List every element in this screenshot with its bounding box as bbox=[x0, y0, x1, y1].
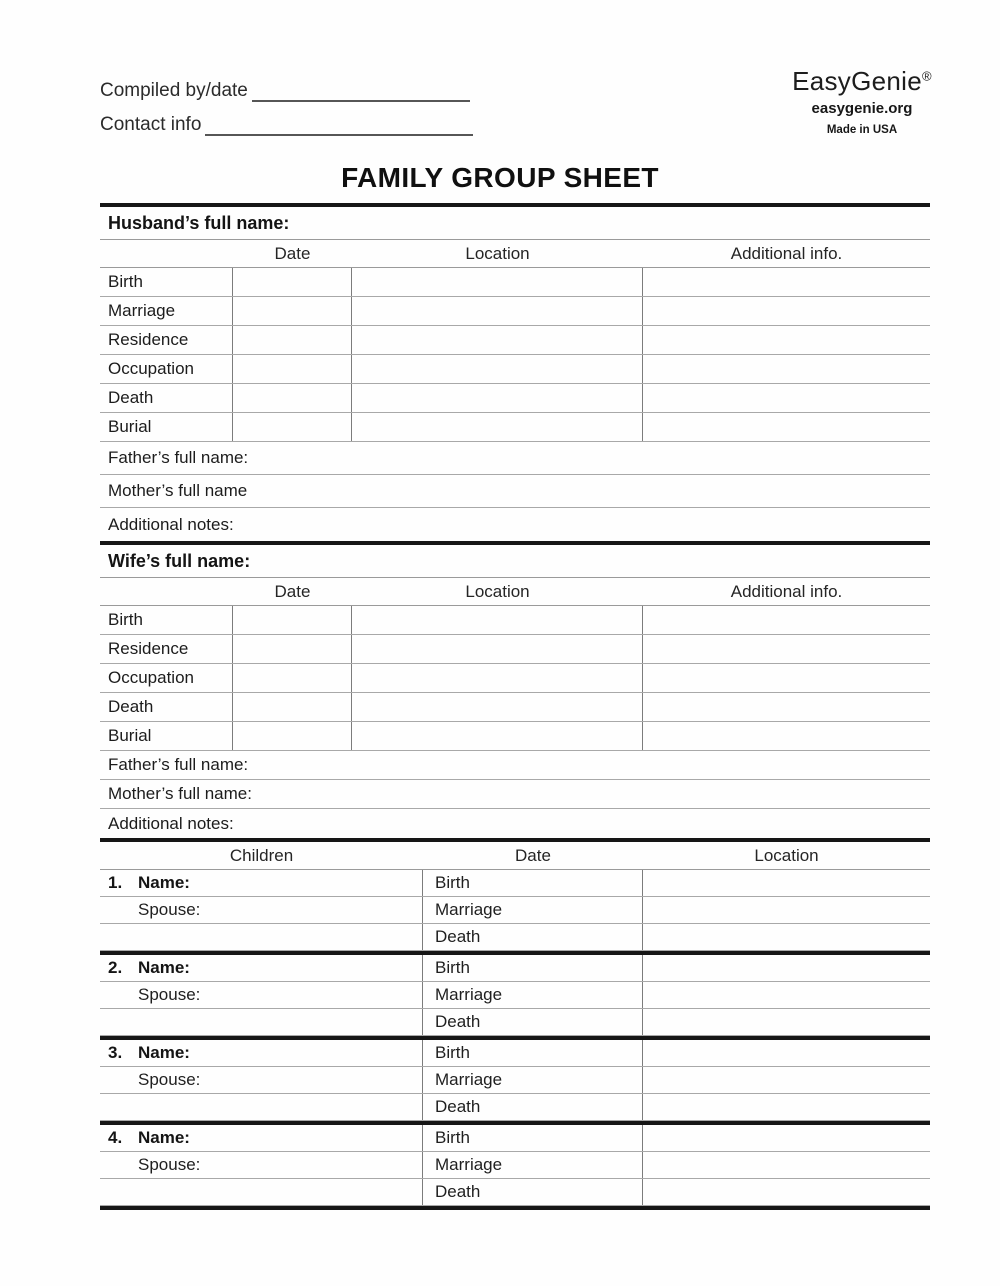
location-column-header: Location bbox=[754, 845, 819, 865]
husband-death-row bbox=[100, 384, 930, 413]
additional-info-cell bbox=[643, 722, 930, 750]
children-column-header: Children bbox=[229, 845, 294, 865]
child-1-name-row bbox=[100, 870, 930, 897]
location-cell bbox=[352, 722, 643, 750]
location-cell bbox=[352, 355, 643, 383]
row-label: Death bbox=[100, 693, 233, 721]
empty-cell bbox=[100, 1179, 423, 1205]
birth-label-cell: Birth bbox=[423, 955, 643, 981]
location-column-header: Location bbox=[465, 243, 530, 263]
date-column-header: Date bbox=[274, 243, 311, 263]
child-2-name-row bbox=[100, 955, 930, 982]
row-label: Residence bbox=[100, 326, 233, 354]
child-3-name-row bbox=[100, 1040, 930, 1067]
location-cell bbox=[352, 413, 643, 441]
page-title: FAMILY GROUP SHEET bbox=[341, 162, 659, 193]
child-name-cell bbox=[100, 870, 423, 896]
child-name-label: Name: bbox=[138, 1043, 190, 1062]
location-cell bbox=[643, 1152, 930, 1178]
compiled-by-label: Compiled by/date bbox=[100, 80, 248, 101]
child-4-death-row bbox=[100, 1179, 930, 1206]
child-spouse-label: Spouse: bbox=[138, 1155, 201, 1174]
wife-birth-row bbox=[100, 606, 930, 635]
location-cell bbox=[643, 982, 930, 1008]
date-cell bbox=[233, 326, 352, 354]
row-label: Birth bbox=[100, 606, 233, 634]
wife-father-row bbox=[100, 751, 930, 780]
date-cell bbox=[233, 355, 352, 383]
brand-name bbox=[762, 66, 962, 97]
death-label-cell: Death bbox=[423, 1179, 643, 1205]
husband-column-header-row bbox=[100, 240, 930, 268]
additional-info-cell bbox=[643, 326, 930, 354]
row-label: Occupation bbox=[100, 664, 233, 692]
child-spouse-cell bbox=[100, 897, 423, 923]
additional-info-cell bbox=[643, 635, 930, 663]
mother-full-name-label: Mother’s full name: bbox=[108, 784, 252, 803]
child-name-cell bbox=[100, 1040, 423, 1066]
location-cell bbox=[643, 897, 930, 923]
child-4-spouse-row bbox=[100, 1152, 930, 1179]
child-spouse-cell bbox=[100, 1152, 423, 1178]
husband-occupation-row bbox=[100, 355, 930, 384]
location-cell bbox=[643, 924, 930, 950]
child-number: 1. bbox=[108, 873, 123, 892]
wife-burial-row bbox=[100, 722, 930, 751]
date-cell bbox=[233, 664, 352, 692]
date-cell bbox=[233, 268, 352, 296]
additional-info-column-header: Additional info. bbox=[730, 243, 843, 263]
row-label: Occupation bbox=[100, 355, 233, 383]
child-spouse-cell bbox=[100, 982, 423, 1008]
location-cell bbox=[643, 1179, 930, 1205]
additional-info-column-header: Additional info. bbox=[730, 581, 843, 601]
child-spouse-cell bbox=[100, 1067, 423, 1093]
child-number: 3. bbox=[108, 1043, 123, 1062]
date-column-header: Date bbox=[274, 581, 311, 601]
location-cell bbox=[352, 606, 643, 634]
marriage-label-cell: Marriage bbox=[423, 982, 643, 1008]
row-label: Death bbox=[100, 384, 233, 412]
location-cell bbox=[352, 384, 643, 412]
registered-trademark-mark: ® bbox=[922, 68, 932, 84]
birth-label-cell: Birth bbox=[423, 1040, 643, 1066]
brand-made-in-usa: Made in USA bbox=[826, 124, 898, 136]
husband-residence-row bbox=[100, 326, 930, 355]
location-cell bbox=[352, 326, 643, 354]
mother-full-name-label: Mother’s full name bbox=[108, 481, 248, 500]
date-cell bbox=[233, 413, 352, 441]
table-bottom-rule bbox=[100, 1206, 930, 1210]
father-full-name-label: Father’s full name: bbox=[108, 448, 249, 467]
row-label: Birth bbox=[100, 268, 233, 296]
child-3-spouse-row bbox=[100, 1067, 930, 1094]
death-label-cell: Death bbox=[423, 1094, 643, 1120]
date-cell bbox=[233, 693, 352, 721]
compiled-by-blank-line bbox=[252, 76, 470, 102]
additional-info-cell bbox=[643, 268, 930, 296]
child-number: 2. bbox=[108, 958, 123, 977]
death-label-cell: Death bbox=[423, 1009, 643, 1035]
birth-label-cell: Birth bbox=[423, 1125, 643, 1151]
husband-notes-row bbox=[100, 508, 930, 541]
location-cell bbox=[643, 1009, 930, 1035]
date-cell bbox=[233, 384, 352, 412]
child-spouse-label: Spouse: bbox=[138, 900, 201, 919]
row-label: Residence bbox=[100, 635, 233, 663]
row-label: Burial bbox=[100, 413, 233, 441]
wife-full-name-label: Wife’s full name: bbox=[108, 550, 251, 571]
children-column-header-row bbox=[100, 842, 930, 870]
brand-name-text: EasyGenie bbox=[792, 66, 922, 96]
husband-full-name-row bbox=[100, 207, 930, 240]
husband-father-row bbox=[100, 442, 930, 475]
contact-info-label: Contact info bbox=[100, 114, 202, 135]
child-1-spouse-row bbox=[100, 897, 930, 924]
additional-notes-label: Additional notes: bbox=[108, 813, 234, 833]
location-cell bbox=[643, 1094, 930, 1120]
date-cell bbox=[233, 606, 352, 634]
location-cell bbox=[643, 1040, 930, 1066]
additional-info-cell bbox=[643, 664, 930, 692]
child-spouse-label: Spouse: bbox=[138, 985, 201, 1004]
additional-info-cell bbox=[643, 355, 930, 383]
date-cell bbox=[233, 635, 352, 663]
marriage-label-cell: Marriage bbox=[423, 1067, 643, 1093]
wife-occupation-row bbox=[100, 664, 930, 693]
empty-cell bbox=[100, 1009, 423, 1035]
additional-info-cell bbox=[643, 413, 930, 441]
additional-notes-label: Additional notes: bbox=[108, 514, 234, 534]
empty-cell bbox=[100, 924, 423, 950]
brand-block bbox=[762, 66, 962, 136]
birth-label-cell: Birth bbox=[423, 870, 643, 896]
location-cell bbox=[352, 297, 643, 325]
marriage-label-cell: Marriage bbox=[423, 897, 643, 923]
child-name-label: Name: bbox=[138, 1128, 190, 1147]
location-cell bbox=[352, 693, 643, 721]
row-label: Marriage bbox=[100, 297, 233, 325]
marriage-label-cell: Marriage bbox=[423, 1152, 643, 1178]
compiled-by-row bbox=[100, 68, 473, 102]
empty-header-cell bbox=[100, 578, 233, 605]
empty-cell bbox=[100, 1094, 423, 1120]
location-cell bbox=[643, 870, 930, 896]
additional-info-cell bbox=[643, 384, 930, 412]
form-body bbox=[100, 203, 930, 1210]
location-cell bbox=[352, 664, 643, 692]
additional-info-cell bbox=[643, 693, 930, 721]
additional-info-cell bbox=[643, 297, 930, 325]
child-4-name-row bbox=[100, 1125, 930, 1152]
contact-info-row bbox=[100, 102, 473, 136]
child-name-label: Name: bbox=[138, 873, 190, 892]
compiled-block bbox=[100, 68, 473, 136]
date-column-header: Date bbox=[515, 845, 551, 865]
child-3-death-row bbox=[100, 1094, 930, 1121]
husband-full-name-label: Husband’s full name: bbox=[108, 212, 290, 233]
wife-full-name-row bbox=[100, 545, 930, 578]
child-number: 4. bbox=[108, 1128, 123, 1147]
location-cell bbox=[352, 635, 643, 663]
date-cell bbox=[233, 722, 352, 750]
child-2-spouse-row bbox=[100, 982, 930, 1009]
child-1-death-row bbox=[100, 924, 930, 951]
location-cell bbox=[643, 1067, 930, 1093]
additional-info-cell bbox=[643, 606, 930, 634]
child-name-cell bbox=[100, 955, 423, 981]
wife-column-header-row bbox=[100, 578, 930, 606]
empty-header-cell bbox=[100, 240, 233, 267]
wife-mother-row bbox=[100, 780, 930, 809]
husband-marriage-row bbox=[100, 297, 930, 326]
date-cell bbox=[233, 297, 352, 325]
father-full-name-label: Father’s full name: bbox=[108, 755, 249, 774]
location-column-header: Location bbox=[465, 581, 530, 601]
location-cell bbox=[643, 955, 930, 981]
wife-notes-row bbox=[100, 809, 930, 838]
row-label: Burial bbox=[100, 722, 233, 750]
child-name-label: Name: bbox=[138, 958, 190, 977]
child-2-death-row bbox=[100, 1009, 930, 1036]
husband-mother-row bbox=[100, 475, 930, 508]
child-name-cell bbox=[100, 1125, 423, 1151]
husband-burial-row bbox=[100, 413, 930, 442]
contact-info-blank-line bbox=[205, 110, 473, 136]
husband-birth-row bbox=[100, 268, 930, 297]
wife-residence-row bbox=[100, 635, 930, 664]
death-label-cell: Death bbox=[423, 924, 643, 950]
location-cell bbox=[643, 1125, 930, 1151]
child-spouse-label: Spouse: bbox=[138, 1070, 201, 1089]
brand-website: easygenie.org bbox=[811, 100, 913, 117]
wife-death-row bbox=[100, 693, 930, 722]
location-cell bbox=[352, 268, 643, 296]
